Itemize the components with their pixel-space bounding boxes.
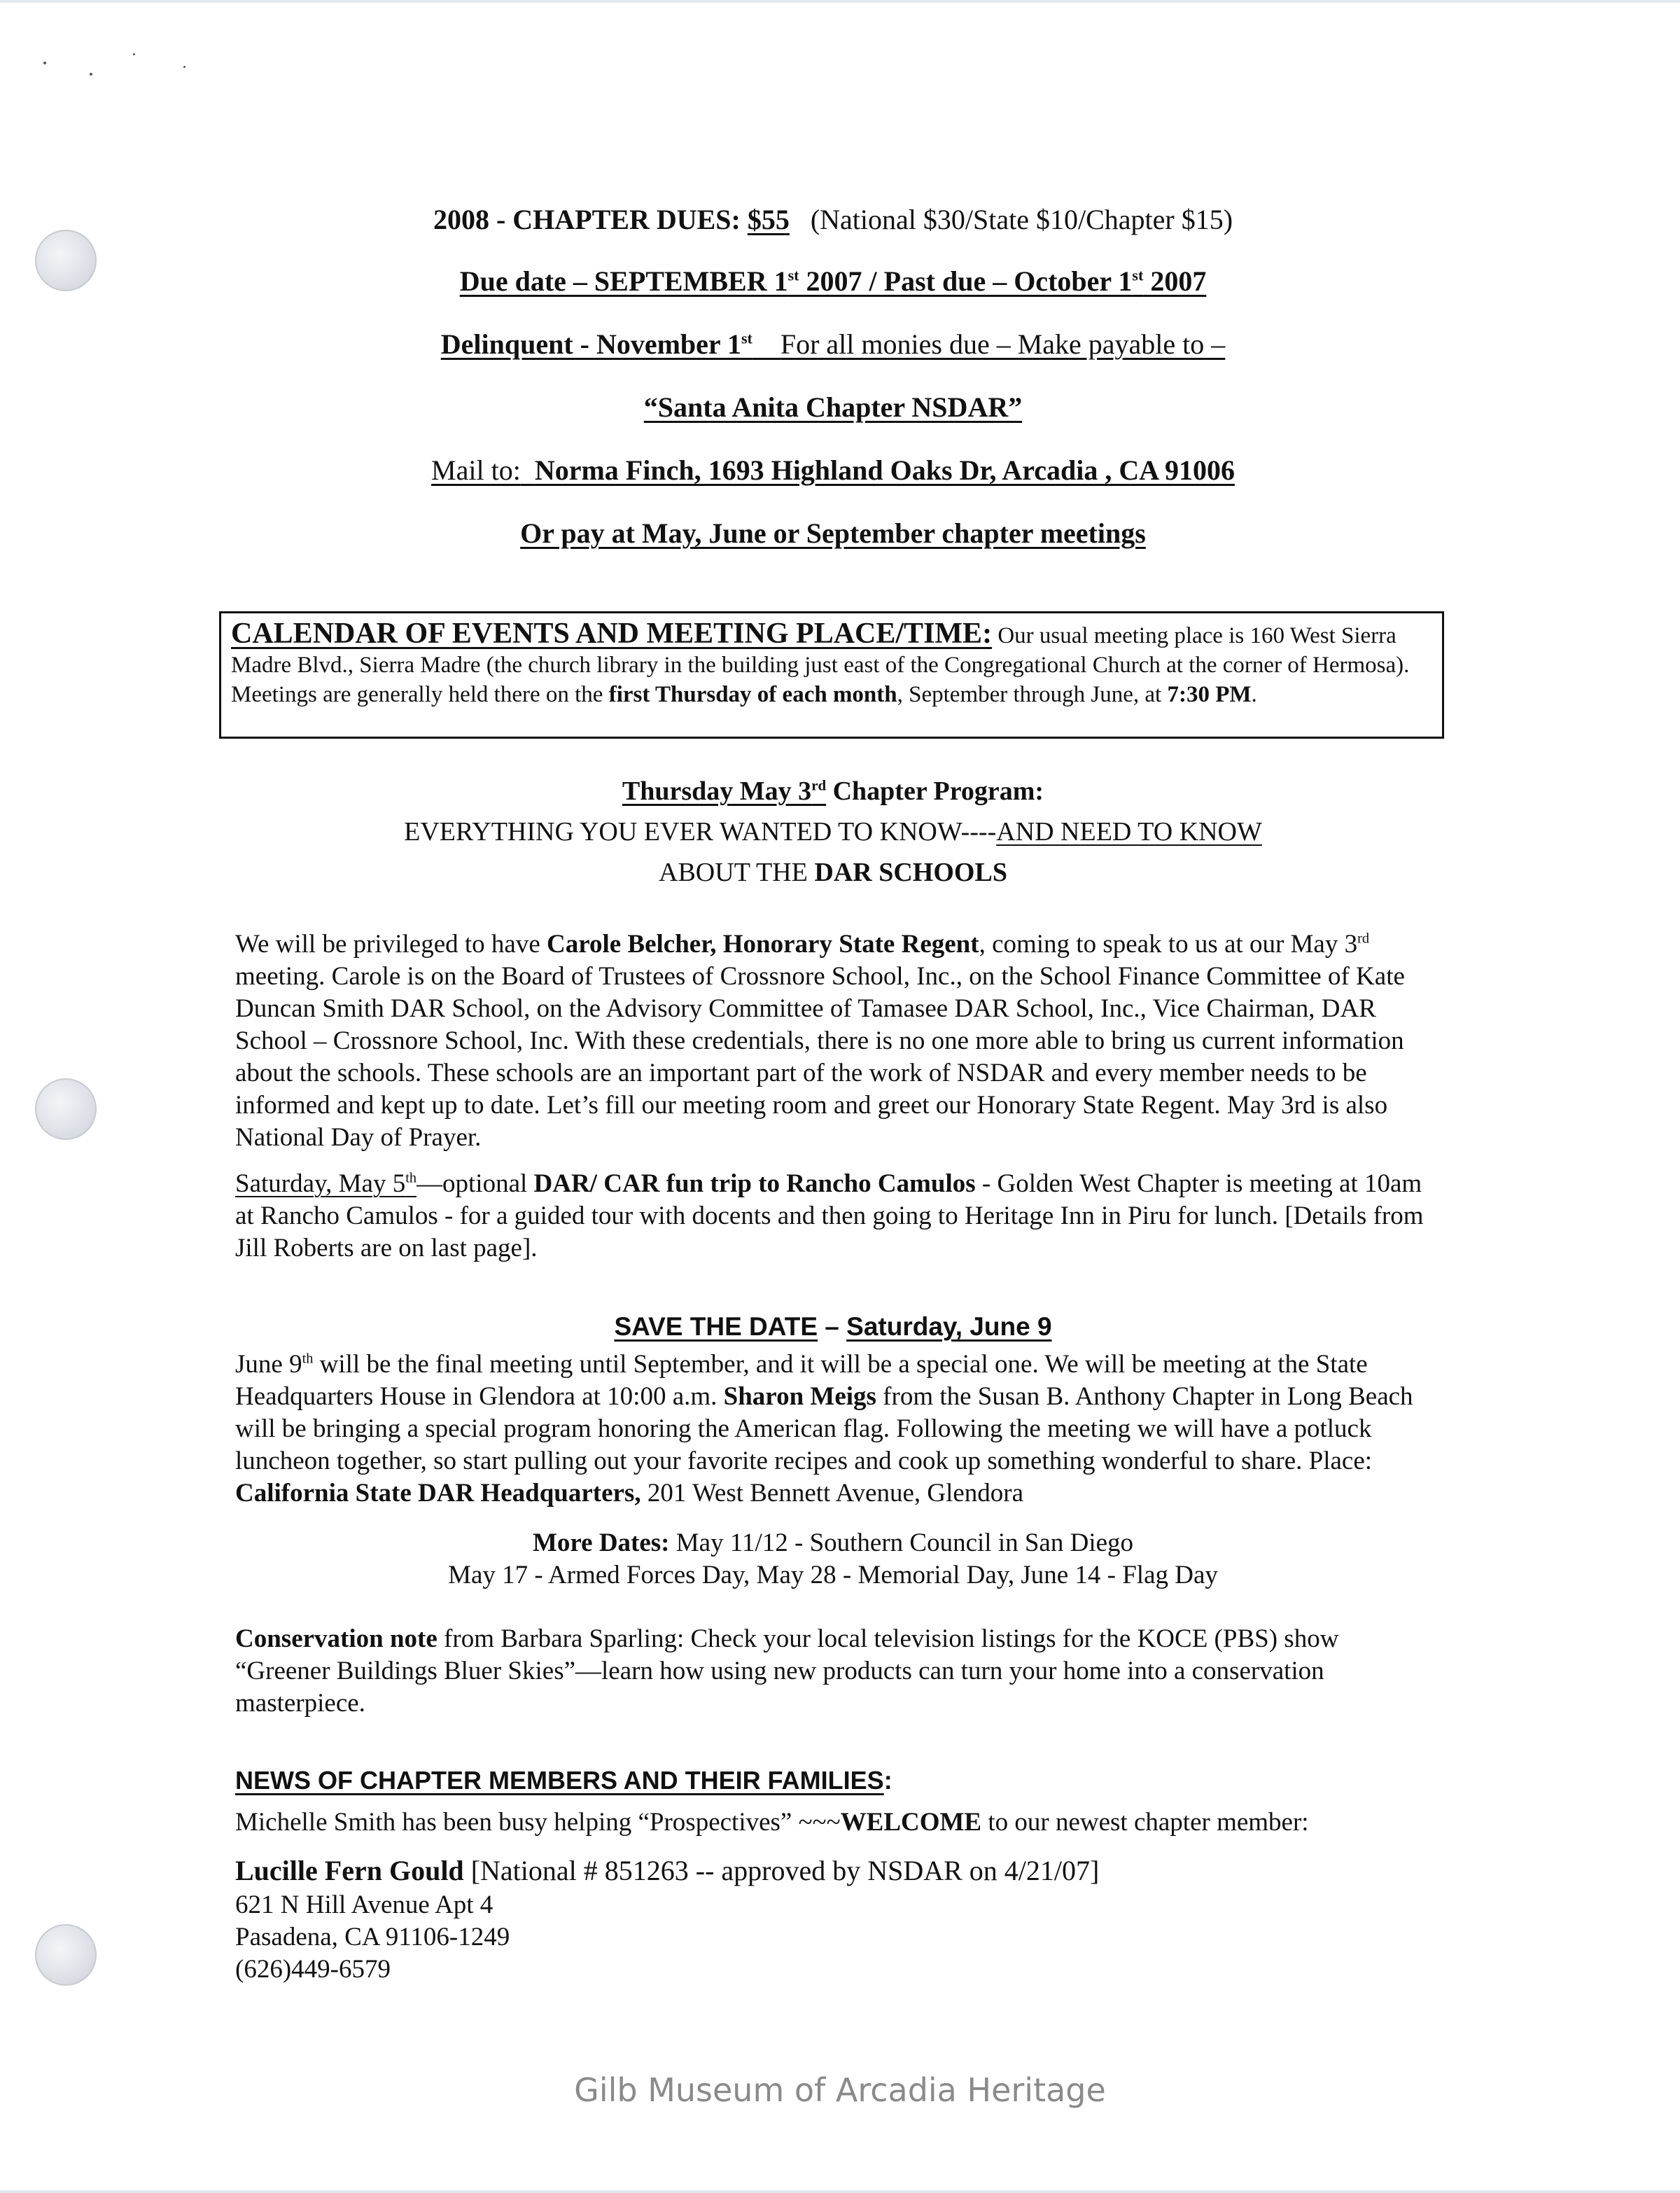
- more-dates-line1: [210, 1528, 1456, 1558]
- scan-speck: [133, 53, 135, 55]
- calendar-box: [219, 611, 1444, 739]
- mail-to-line: [210, 454, 1456, 487]
- paragraph-text: meeting. Carole is on the Board of Trustees of Crossnore School, Inc., on the School Finance Committee of Kate Duncan Smith DAR School, on the Advisory Committee of Tamasee DAR School, Inc., Vice Chairman, DAR School – Crossnore School, Inc. With these credentials, there is no one more able to bring us current information about the schools. These schools are an important part of the work of NSDAR and every member needs to be informed and kept up to date. Let’s fill our meeting room and greet our Honorary State Regent. May 3rd is also National Day of Prayer.: [235, 962, 1405, 1152]
- ordinal-suffix: rd: [1357, 931, 1370, 947]
- save-the-date-label: SAVE THE DATE: [614, 1312, 818, 1341]
- program-subject-line: [210, 857, 1456, 888]
- more-dates-line2: May 17 - Armed Forces Day, May 28 - Memorial Day, June 14 - Flag Day: [448, 1561, 1218, 1589]
- welcome-line: [235, 1806, 1439, 1839]
- meeting-day: first Thursday of each month: [608, 682, 897, 707]
- dues-title: 2008 - CHAPTER DUES:: [433, 204, 741, 235]
- saturday-date: [235, 1169, 416, 1198]
- program-title: EVERYTHING YOU EVER WANTED TO KNOW----: [404, 817, 997, 847]
- mail-to-label: Mail to:: [431, 454, 521, 486]
- program-subject: DAR SCHOOLS: [814, 858, 1007, 887]
- save-the-date-paragraph: [235, 1349, 1439, 1510]
- calendar-text: Our usual meeting place is 160 West Sierra Madre Blvd., Sierra Madre (the church library in the building just east of the Congregational Church at the corner of Hermosa). Meetings are generally held there on the: [231, 623, 1410, 707]
- more-dates-text: May 11/12 - Southern Council in San Diego: [669, 1529, 1134, 1557]
- due-date-text: Due date – SEPTEMBER 1: [459, 265, 788, 297]
- member-note: [National # 851263 -- approved by NSDAR on 4/21/07]: [463, 1855, 1100, 1886]
- calendar-text: , September through June, at: [897, 682, 1168, 707]
- or-pay-line: Or pay at May, June or September chapter meetings: [520, 517, 1146, 549]
- watermark-footer: Gilb Museum of Arcadia Heritage: [574, 2071, 1106, 2109]
- speaker-paragraph: [235, 928, 1439, 1154]
- calendar-text: .: [1251, 682, 1257, 707]
- program-label: Chapter Program:: [826, 777, 1044, 806]
- presenter-name: Sharon Meigs: [723, 1382, 876, 1411]
- program-title-line: [210, 816, 1456, 847]
- news-heading: [235, 1766, 1439, 1795]
- member-address-1: 621 N Hill Avenue Apt 4: [235, 1891, 493, 1919]
- paragraph-text: June 9: [235, 1350, 302, 1379]
- member-phone: (626)449-6579: [235, 1955, 391, 1984]
- dues-amount: $55: [747, 204, 790, 235]
- saturday-date-text: Saturday, May 5: [235, 1169, 406, 1198]
- punch-hole-top: [35, 230, 97, 291]
- payable-note: For all monies due – Make payable to –: [780, 328, 1226, 360]
- venue-name: California State DAR Headquarters,: [235, 1479, 641, 1508]
- paragraph-text: , coming to speak to us at our May 3: [979, 930, 1358, 959]
- member-name: Lucille Fern Gould: [235, 1855, 464, 1886]
- scan-speck: [183, 66, 186, 68]
- ordinal-suffix: rd: [811, 777, 827, 794]
- meeting-time: 7:30 PM: [1167, 682, 1252, 707]
- more-dates-label: More Dates:: [532, 1529, 670, 1557]
- program-subject-prefix: ABOUT THE: [659, 858, 815, 887]
- punch-hole-middle: [35, 1078, 97, 1140]
- program-date-text: Thursday May 3: [622, 777, 812, 806]
- welcome-word: WELCOME: [840, 1808, 982, 1837]
- heading-separator: –: [818, 1312, 847, 1341]
- scan-speck: [43, 62, 46, 64]
- save-the-date-date: Saturday, June 9: [846, 1312, 1052, 1341]
- member-line: [235, 1854, 1439, 1887]
- punch-hole-bottom: [35, 1924, 97, 1986]
- paragraph-text: will be the final meeting until September, and it will be a special one. We will be meeting at the State Headquarters House in Glendora at 10:00 a.m.: [235, 1350, 1368, 1411]
- past-due-text: 2007 / Past due – October 1: [799, 265, 1133, 297]
- mail-to-address: Norma Finch, 1693 Highland Oaks Dr, Arcadia , CA 91006: [534, 454, 1235, 486]
- paragraph-text: from Barbara Sparling: Check your local television listings for the KOCE (PBS) show “Greener Buildings Bluer Skies”—learn how using new products can turn your home into a conservation masterpiece.: [235, 1624, 1339, 1718]
- news-heading-text: NEWS OF CHAPTER MEMBERS AND THEIR FAMILIES: [235, 1766, 884, 1795]
- speaker-name: Carole Belcher, Honorary State Regent: [547, 930, 979, 959]
- delinquent-line: [210, 328, 1456, 361]
- paragraph-text: from the Susan B. Anthony Chapter in Long Beach will be bringing a special program honoring the American flag. Following the meeting we will have a potluck luncheon together, so start pulling out your favorite recipes and cook up something wonderful to share. Place:: [235, 1382, 1413, 1475]
- program-title-underlined: AND NEED TO KNOW: [996, 817, 1262, 847]
- delinquent-date: Delinquent - November 1: [440, 328, 741, 360]
- ordinal-suffix: st: [741, 329, 752, 347]
- scan-top-edge: [0, 0, 1680, 3]
- paragraph-text: - Golden West Chapter is meeting at 10am at Rancho Camulos - for a guided tour with docents and then going to Heritage Inn in Piru for lunch. [Details from Jill Roberts are on last page].: [235, 1169, 1424, 1262]
- ordinal-suffix: th: [405, 1170, 417, 1186]
- paragraph-text: We will be privileged to have: [235, 930, 547, 959]
- save-the-date-heading: [210, 1312, 1456, 1342]
- paragraph-text: —optional: [416, 1169, 534, 1198]
- due-date-line: [210, 265, 1456, 298]
- scan-speck: [90, 73, 92, 76]
- scan-bottom-edge: [0, 2190, 1680, 2193]
- payee-line: “Santa Anita Chapter NSDAR”: [643, 391, 1023, 423]
- news-heading-colon: :: [883, 1766, 892, 1795]
- program-date: [622, 777, 826, 806]
- ordinal-suffix: th: [302, 1351, 314, 1367]
- conservation-label: Conservation note: [235, 1624, 438, 1653]
- paragraph-text: to our newest chapter member:: [981, 1808, 1309, 1837]
- calendar-heading: CALENDAR OF EVENTS AND MEETING PLACE/TIME:: [231, 618, 993, 650]
- ordinal-suffix: st: [788, 266, 799, 284]
- member-address-2: Pasadena, CA 91106-1249: [235, 1923, 510, 1951]
- ordinal-suffix: st: [1132, 266, 1144, 284]
- conservation-paragraph: [235, 1623, 1439, 1720]
- paragraph-text: 201 West Bennett Avenue, Glendora: [640, 1479, 1024, 1508]
- due-year-text: 2007: [1143, 265, 1207, 297]
- dues-breakdown: (National $30/State $10/Chapter $15): [810, 204, 1233, 235]
- saturday-paragraph: [235, 1168, 1439, 1265]
- trip-name: DAR/ CAR fun trip to Rancho Camulos: [533, 1169, 976, 1198]
- dues-line: [210, 203, 1456, 236]
- program-date-line: [210, 776, 1456, 807]
- paragraph-text: Michelle Smith has been busy helping “Prospectives” ~~~: [235, 1808, 841, 1837]
